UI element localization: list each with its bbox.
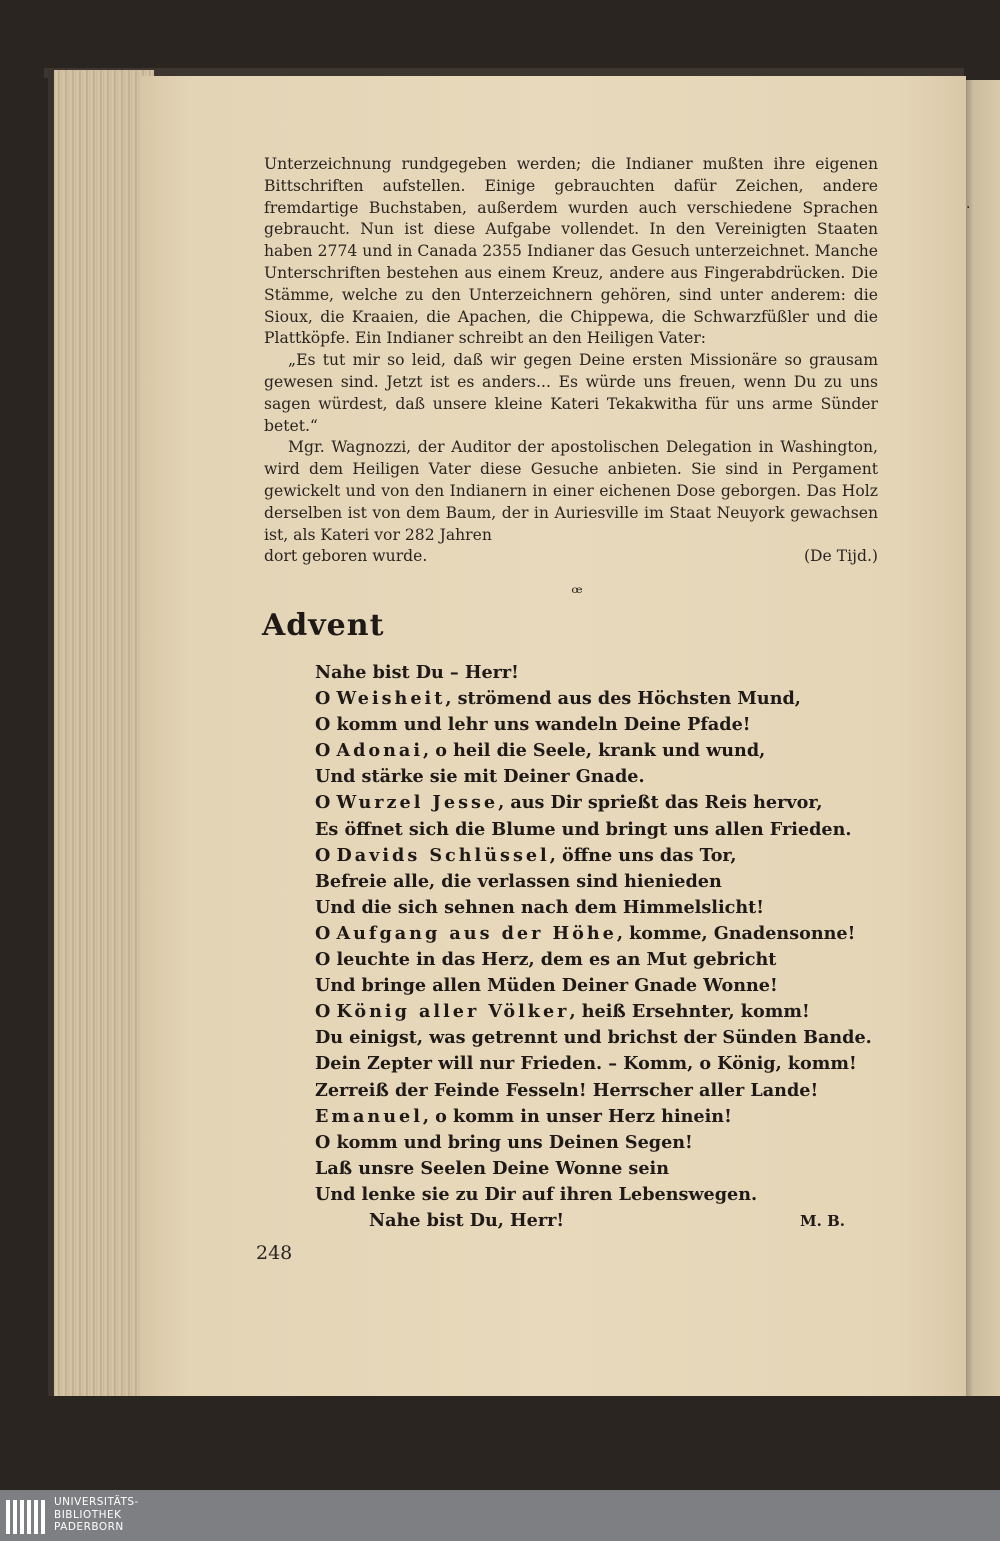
library-footer (0, 1490, 1000, 1541)
poem-line: O komm und lehr uns wandeln Deine Pfade! (315, 714, 751, 736)
poem-line: Dein Zepter will nur Frieden. – Komm, o König, komm! (315, 1053, 857, 1075)
poem-line: Du einigst, was getrennt und brichst der Sünden Bande. (315, 1027, 872, 1049)
poem-invocation: Aufgang aus der Höhe (336, 922, 617, 944)
page-edges (48, 70, 154, 1396)
poem-invocation: König aller Völker (336, 1001, 570, 1023)
poem-line: O Wurzel Jesse, aus Dir sprießt das Reis hervor, (315, 792, 823, 814)
library-name-line-3: PADERBORN (54, 1521, 124, 1533)
poem-invocation: Davids Schlüssel (336, 844, 550, 866)
paragraph-1: Unterzeichnung rundgegeben werden; die Indianer mußten ihre eigenen Bittschriften aufstellen. Einige gebrauchten dafür Zeichen, andere fremdartige Buchstaben, außerdem wurden auch verschiedene Sprachen gebraucht. Nun ist diese Aufgabe vollendet. In den Vereinigten Staaten haben 2774 und in Canada 2355 Indianer das Gesuch unterzeichnet. Manche Unterschriften bestehen aus einem Kreuz, andere aus Fingerabdrücken. Die Stämme, welche zu den Unterzeichnern gehören, sind unter anderem: die Sioux, die Kraaien, die Apachen, die Chippewa, die Schwarzfüßler und die Plattköpfe. Ein Indianer schreibt an den Heiligen Vater: (264, 155, 878, 348)
poem-line: Und stärke sie mit Deiner Gnade. (315, 766, 645, 788)
margin-mark: · (966, 200, 971, 216)
poem-line: O Adonai, o heil die Seele, krank und wund, (315, 740, 766, 762)
library-name-line-2: BIBLIOTHEK (54, 1508, 122, 1521)
section-divider-ornament: ꟹ (571, 583, 583, 604)
library-name-line-1: UNIVERSITÄTS- (54, 1496, 139, 1508)
poem-line: Und bringe allen Müden Deiner Gnade Wonne! (315, 975, 778, 997)
paragraph-2: Mgr. Wagnozzi, der Auditor der apostolischen Delegation in Washington, wird dem Heiligen Vater diese Gesuche anbieten. Sie sind in Pergament gewickelt und von den Indianern in einer eichenen Dose geborgen. Das Holz derselben ist von dem Baum, der in Auriesville im Staat Neuyork gewachsen ist, als Kateri vor 282 Jahren (264, 438, 878, 544)
library-name (54, 1496, 139, 1534)
poem-line: Es öffnet sich die Blume und bringt uns allen Frieden. (315, 818, 852, 840)
poem-line: O leuchte in das Herz, dem es an Mut gebricht (315, 949, 777, 971)
poem-line: O König aller Völker, heiß Ersehnter, komm! (315, 1001, 810, 1023)
closing-text: dort geboren wurde. (264, 547, 428, 566)
poem-closing (315, 1208, 875, 1234)
page-number: 248 (256, 1242, 293, 1264)
poem-line: Nahe bist Du – Herr! (315, 662, 519, 683)
poem (315, 660, 875, 1234)
library-logo-icon (6, 1500, 50, 1534)
poem-line: Und lenke sie zu Dir auf ihren Lebenswegen. (315, 1183, 758, 1205)
quote-paragraph: „Es tut mir so leid, daß wir gegen Deine ersten Missionäre so grausam gewesen sind. Jetzt ist es anders... Es würde uns freuen, wenn Du zu uns sagen würdest, daß unsere kleine Kateri Tekakwitha für uns arme Sünder betet.“ (264, 351, 878, 435)
poem-line: O Weisheit, strömend aus des Höchsten Mund, (315, 688, 801, 710)
facing-page-edge (962, 80, 1000, 1396)
poem-line: Befreie alle, die verlassen sind hienieden (315, 870, 722, 892)
poem-closing-line: Nahe bist Du, Herr! (369, 1209, 565, 1231)
source-line (264, 546, 878, 568)
poem-invocation: Adonai (336, 740, 424, 762)
poem-line: Laß unsre Seelen Deine Wonne sein (315, 1157, 670, 1179)
source-citation: (De Tijd.) (803, 547, 878, 566)
poem-line: Und die sich sehnen nach dem Himmelslicht! (315, 896, 764, 918)
poem-invocation: Emanuel (315, 1105, 423, 1127)
article-text (264, 154, 878, 568)
poem-line: Zerreiß der Feinde Fesseln! Herrscher aller Lande! (315, 1079, 819, 1101)
poem-lines (315, 660, 875, 1208)
poem-invocation: Wurzel Jesse (336, 792, 499, 814)
poem-line: O komm und bring uns Deinen Segen! (315, 1131, 693, 1153)
poem-line: O Davids Schlüssel, öffne uns das Tor, (315, 844, 737, 866)
poem-line: O Aufgang aus der Höhe, komme, Gnadensonne! (315, 922, 856, 944)
poem-invocation: Weisheit (336, 688, 446, 710)
poem-title: Advent (262, 608, 385, 643)
poem-author: M. B. (800, 1211, 845, 1230)
poem-line: Emanuel, o komm in unser Herz hinein! (315, 1105, 732, 1127)
